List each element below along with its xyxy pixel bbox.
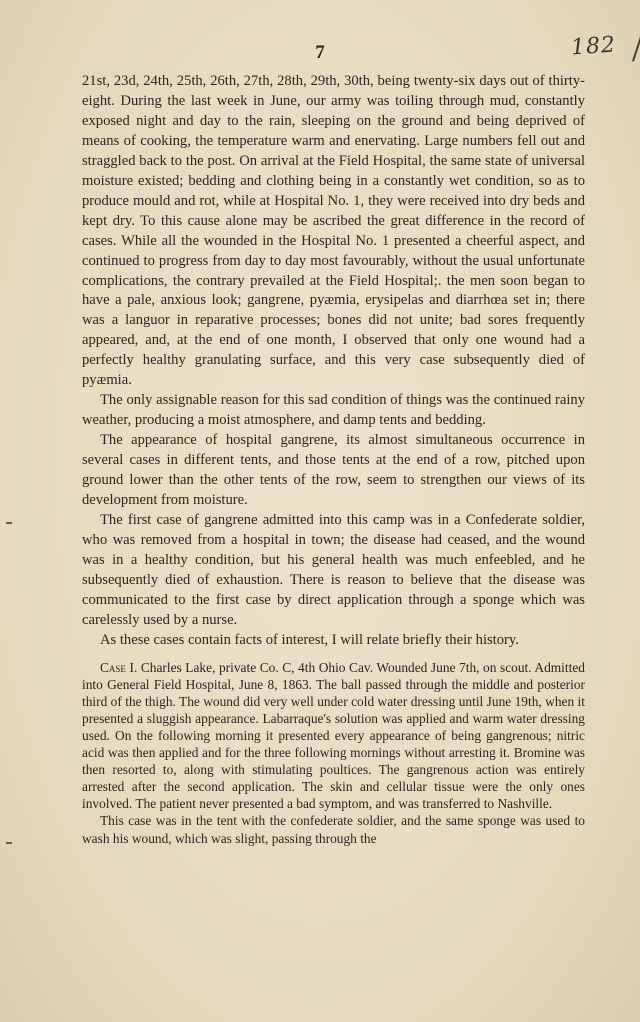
handwritten-folio-number: 182 <box>570 32 617 61</box>
paragraph: The only assignable reason for this sad condition of things was the continued rainy weather, producing a moist atmosphere, and damp tents and bedding. <box>82 392 585 429</box>
case-label: Case I. <box>100 659 138 675</box>
case-continuation: This case was in the tent with the confederate soldier, and the same sponge was used to wash his wound, which was slight, passing through the <box>82 813 585 846</box>
case-report <box>82 659 585 847</box>
page-number: 7 <box>315 42 325 63</box>
paragraph: The appearance of hospital gangrene, its almost simultaneous occurrence in several cases in different tents, and those tents at the end of a row, pitched upon ground lower than the other tents of the row, seem to strengthen our views of its development from moisture. <box>82 432 585 509</box>
margin-mark <box>6 522 12 524</box>
case-paragraph <box>82 659 585 813</box>
paragraph: The first case of gangrene admitted into this camp was in a Confederate soldier, who was removed from a hospital in town; the disease had ceased, and the wound was in a healthy condition, but his general health was much enfeebled, and he subsequently died of exhaustion. There is reason to believe that the disease was communicated to the first case by direct application through a sponge which was carelessly used by a nurse. <box>82 511 585 628</box>
text-body <box>82 72 585 847</box>
case-text: Charles Lake, private Co. C, 4th Ohio Cav. Wounded June 7th, on scout. Admitted into General Field Hospital, June 8, 1863. The ball passed through the middle and posterior third of the thigh. The wound did very well under cold water dressing until June 19th, when it presented a sluggish appearance. Labarraque's solution was applied and warm water dressing used. On the following morning it presented every appearance of being gangrenous; nitric acid was then applied and for the three following mornings without arresting it. Bromine was then resorted to, along with stimulating poultices. The gangrenous action was entirely arrested after the second application. The skin and cellular tissue were the only ones involved. The patient never presented a bad symptom, and was transferred to Nashville. <box>82 659 585 812</box>
margin-mark <box>6 842 12 844</box>
paragraph: 21st, 23d, 24th, 25th, 26th, 27th, 28th, 29th, 30th, being twenty-six days out of thirty-eight. During the last week in June, our army was toiling through mud, constantly exposed night and day to the rain, sleeping on the ground and being deprived of means of cooking, the temperature warm and enervating. Large numbers fell out and straggled back to the post. On arrival at the Field Hospital, the same state of universal moisture existed; bedding and clothing being in a constantly wet condition, so as to produce mould and rot, while at Hospital No. 1, they were received into dry beds and kept dry. To this cause alone may be ascribed the great difference in the record of cases. While all the wounded in the Hospital No. 1 presented a cheerful aspect, and continued to progress from day to day most favourably, without the usual unfortunate complications, the contrary prevailed at the Field Hospital;. the men soon began to have a pale, anxious look; gangrene, pyæmia, erysipelas and diarrhœa set in; there was a languor in reparative processes; bones did not unite; bad sores frequently appeared, and, at the end of one month, I observed that only one wound had a perfectly healthy granulating surface, and this very case subsequently died of pyæmia. <box>82 73 585 389</box>
paragraph: As these cases contain facts of interest, I will relate briefly their history. <box>100 631 519 648</box>
